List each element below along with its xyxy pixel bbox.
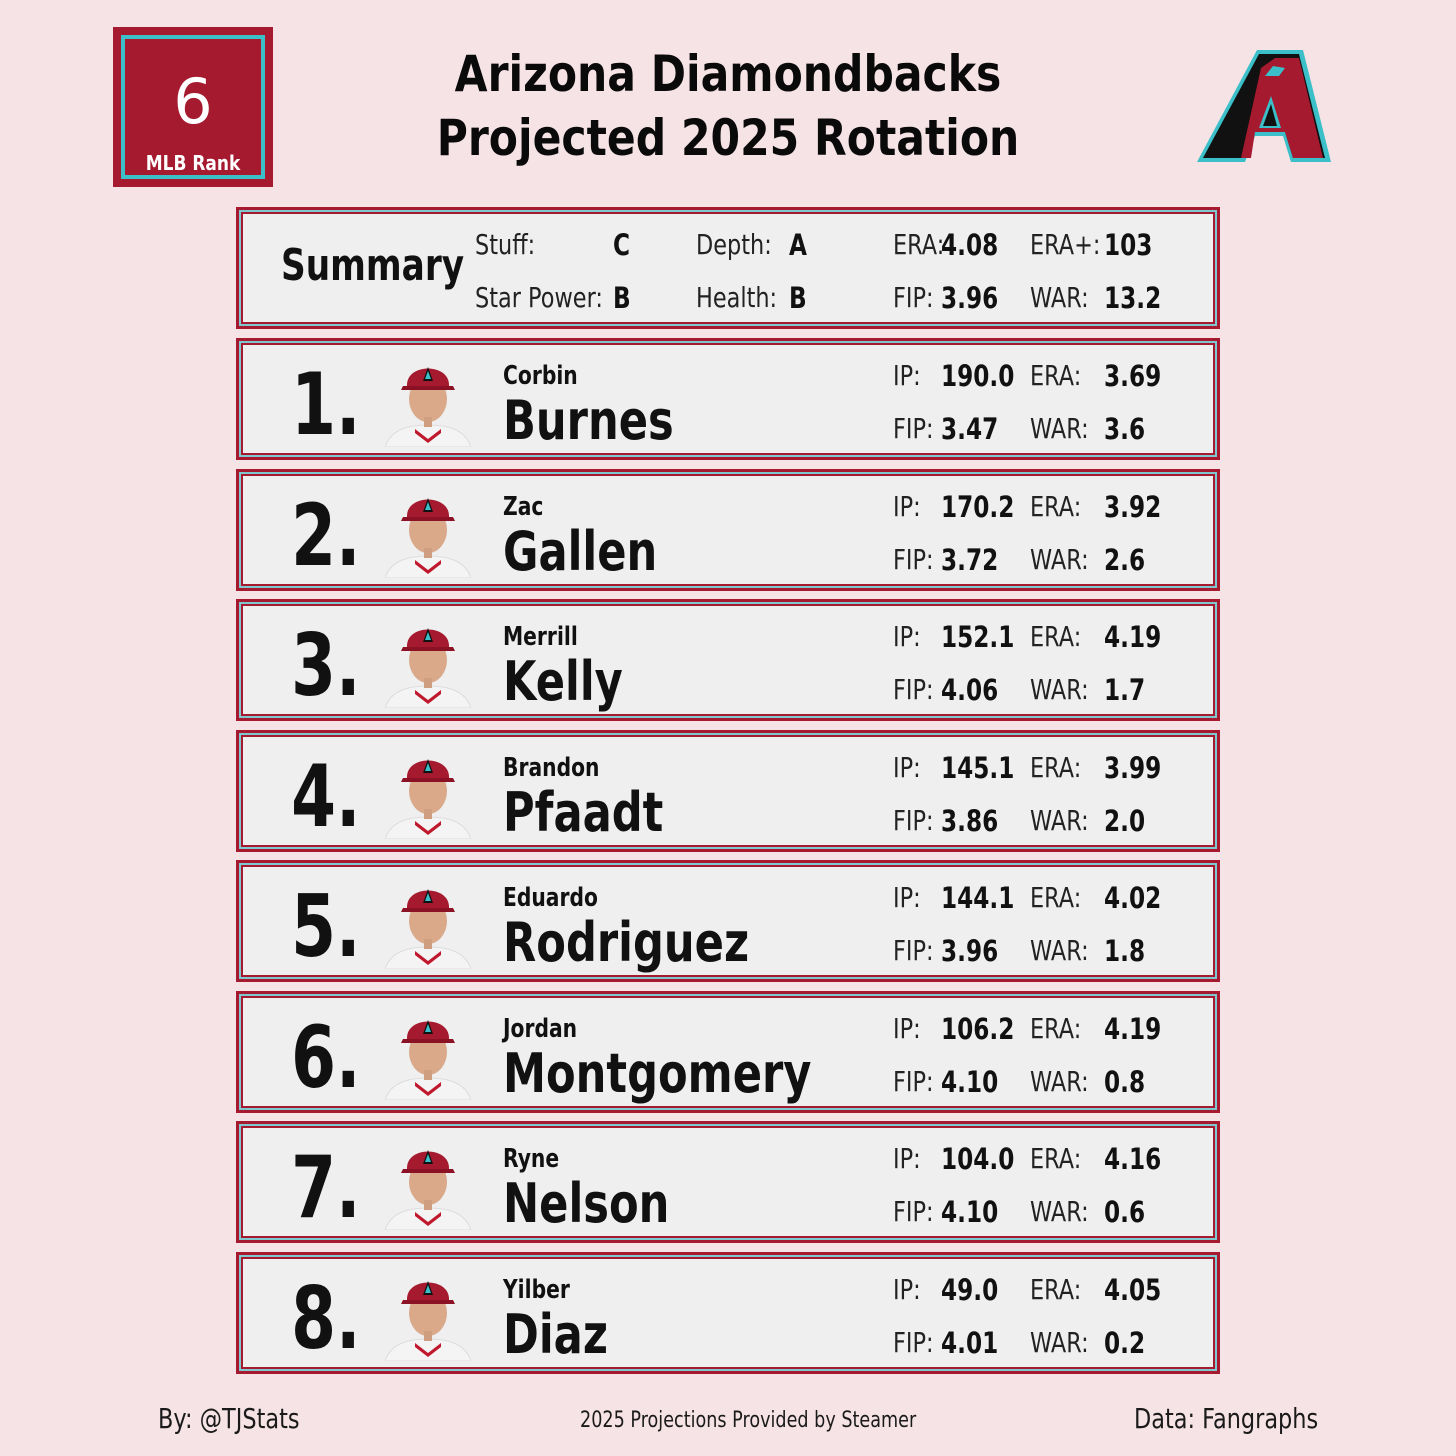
- war-value: 3.6: [1104, 412, 1146, 446]
- health-label: Health:: [696, 281, 778, 314]
- era-label: ERA:: [1030, 1142, 1082, 1175]
- health-grade: B: [789, 281, 807, 315]
- pitcher-headshot: [385, 616, 471, 708]
- fip-label: FIP:: [893, 1195, 934, 1228]
- star-power-label: Star Power:: [475, 281, 603, 314]
- era-value: 4.05: [1104, 1273, 1162, 1307]
- star-power-grade: B: [613, 281, 631, 315]
- ip-value: 190.0: [941, 359, 1015, 393]
- fip-label: FIP:: [893, 412, 934, 445]
- era-value: 4.16: [1104, 1142, 1162, 1176]
- war-value: 2.0: [1104, 804, 1146, 838]
- pitcher-first-name: Brandon: [503, 753, 600, 783]
- team-war-value: 13.2: [1104, 281, 1162, 315]
- pitcher-last-name: Gallen: [503, 520, 658, 583]
- era-label: ERA:: [1030, 490, 1082, 523]
- era-value: 4.19: [1104, 1012, 1162, 1046]
- fip-label: FIP:: [893, 673, 934, 706]
- pitcher-last-name: Kelly: [503, 650, 623, 713]
- depth-grade: A: [789, 228, 807, 262]
- war-label: WAR:: [1030, 804, 1089, 837]
- mlb-rank-badge-inner: [121, 35, 265, 179]
- pitcher-card: [236, 860, 1220, 982]
- war-label: WAR:: [1030, 412, 1089, 445]
- war-value: 0.8: [1104, 1065, 1146, 1099]
- diamondbacks-a-logo-icon: [1195, 46, 1333, 166]
- pitcher-headshot: [385, 355, 471, 447]
- pitcher-headshot: [385, 877, 471, 969]
- ip-label: IP:: [893, 1142, 921, 1175]
- war-value: 0.6: [1104, 1195, 1146, 1229]
- fip-value: 3.72: [941, 543, 999, 577]
- pitcher-card: [236, 1252, 1220, 1374]
- pitcher-first-name: Ryne: [503, 1144, 560, 1174]
- pitcher-headshot: [385, 1269, 471, 1361]
- ip-label: IP:: [893, 490, 921, 523]
- fip-value: 4.10: [941, 1065, 999, 1099]
- fip-label: FIP:: [893, 1065, 934, 1098]
- ip-value: 104.0: [941, 1142, 1015, 1176]
- team-eraplus-value: 103: [1104, 228, 1153, 262]
- era-value: 3.69: [1104, 359, 1162, 393]
- ip-label: IP:: [893, 1012, 921, 1045]
- war-label: WAR:: [1030, 934, 1089, 967]
- pitcher-last-name: Diaz: [503, 1303, 608, 1366]
- ip-value: 106.2: [941, 1012, 1015, 1046]
- war-label: WAR:: [1030, 1195, 1089, 1228]
- pitcher-rank: 6.: [291, 1008, 361, 1108]
- page-title-line2: Projected 2025 Rotation: [436, 109, 1020, 167]
- ip-label: IP:: [893, 881, 921, 914]
- mlb-rank-badge: [113, 27, 273, 187]
- fip-value: 3.47: [941, 412, 999, 446]
- era-value: 4.19: [1104, 620, 1162, 654]
- team-era-label: ERA:: [893, 228, 945, 261]
- team-fip-label: FIP:: [893, 281, 934, 314]
- ip-value: 144.1: [941, 881, 1015, 915]
- fip-label: FIP:: [893, 1326, 934, 1359]
- pitcher-rank: 5.: [291, 877, 361, 977]
- footer-data-source: Data: Fangraphs: [1134, 1402, 1319, 1435]
- team-era-value: 4.08: [941, 228, 999, 262]
- pitcher-last-name: Montgomery: [503, 1042, 812, 1105]
- war-value: 1.8: [1104, 934, 1146, 968]
- era-label: ERA:: [1030, 359, 1082, 392]
- pitcher-rank: 8.: [291, 1269, 361, 1369]
- pitcher-headshot: [385, 486, 471, 578]
- pitcher-card: [236, 338, 1220, 460]
- war-value: 2.6: [1104, 543, 1146, 577]
- fip-value: 3.96: [941, 934, 999, 968]
- ip-value: 170.2: [941, 490, 1015, 524]
- war-label: WAR:: [1030, 543, 1089, 576]
- pitcher-last-name: Burnes: [503, 389, 674, 452]
- footer-provider: 2025 Projections Provided by Steamer: [580, 1408, 917, 1433]
- ip-value: 152.1: [941, 620, 1015, 654]
- pitcher-first-name: Jordan: [503, 1014, 578, 1044]
- pitcher-first-name: Corbin: [503, 361, 578, 391]
- pitcher-card: [236, 730, 1220, 852]
- pitcher-last-name: Nelson: [503, 1172, 670, 1235]
- ip-label: IP:: [893, 1273, 921, 1306]
- era-label: ERA:: [1030, 1012, 1082, 1045]
- war-label: WAR:: [1030, 673, 1089, 706]
- team-war-label: WAR:: [1030, 281, 1089, 314]
- era-label: ERA:: [1030, 620, 1082, 653]
- era-label: ERA:: [1030, 881, 1082, 914]
- stuff-label: Stuff:: [475, 228, 536, 261]
- pitcher-last-name: Rodriguez: [503, 911, 750, 974]
- summary-title: Summary: [281, 240, 465, 291]
- ip-value: 145.1: [941, 751, 1015, 785]
- team-fip-value: 3.96: [941, 281, 999, 315]
- era-label: ERA:: [1030, 1273, 1082, 1306]
- era-label: ERA:: [1030, 751, 1082, 784]
- pitcher-last-name: Pfaadt: [503, 781, 664, 844]
- stuff-grade: C: [613, 228, 631, 262]
- fip-value: 3.86: [941, 804, 999, 838]
- ip-label: IP:: [893, 359, 921, 392]
- pitcher-rank: 3.: [291, 616, 361, 716]
- pitcher-card: [236, 991, 1220, 1113]
- pitcher-headshot: [385, 1138, 471, 1230]
- fip-value: 4.06: [941, 673, 999, 707]
- pitcher-rank: 1.: [291, 355, 361, 455]
- ip-label: IP:: [893, 751, 921, 784]
- pitcher-first-name: Eduardo: [503, 883, 598, 913]
- fip-label: FIP:: [893, 934, 934, 967]
- pitcher-card: [236, 599, 1220, 721]
- era-value: 3.99: [1104, 751, 1162, 785]
- pitcher-rank: 4.: [291, 747, 361, 847]
- pitcher-rank: 7.: [291, 1138, 361, 1238]
- era-value: 3.92: [1104, 490, 1162, 524]
- war-value: 1.7: [1104, 673, 1146, 707]
- fip-label: FIP:: [893, 543, 934, 576]
- page-title-line1: Arizona Diamondbacks: [454, 45, 1002, 103]
- war-value: 0.2: [1104, 1326, 1146, 1360]
- fip-value: 4.01: [941, 1326, 999, 1360]
- pitcher-card: [236, 1121, 1220, 1243]
- team-eraplus-label: ERA+:: [1030, 228, 1101, 261]
- summary-card: [236, 207, 1220, 329]
- war-label: WAR:: [1030, 1326, 1089, 1359]
- ip-label: IP:: [893, 620, 921, 653]
- fip-value: 4.10: [941, 1195, 999, 1229]
- pitcher-first-name: Merrill: [503, 622, 578, 652]
- war-label: WAR:: [1030, 1065, 1089, 1098]
- era-value: 4.02: [1104, 881, 1162, 915]
- pitcher-headshot: [385, 1008, 471, 1100]
- pitcher-card: [236, 469, 1220, 591]
- depth-label: Depth:: [696, 228, 772, 261]
- fip-label: FIP:: [893, 804, 934, 837]
- footer-author: By: @TJStats: [158, 1402, 300, 1435]
- mlb-rank-label: MLB Rank: [145, 151, 241, 175]
- pitcher-first-name: Zac: [503, 492, 544, 522]
- pitcher-first-name: Yilber: [503, 1275, 570, 1305]
- ip-value: 49.0: [941, 1273, 999, 1307]
- pitcher-headshot: [385, 747, 471, 839]
- mlb-rank-value: 6: [173, 65, 213, 138]
- pitcher-rank: 2.: [291, 486, 361, 586]
